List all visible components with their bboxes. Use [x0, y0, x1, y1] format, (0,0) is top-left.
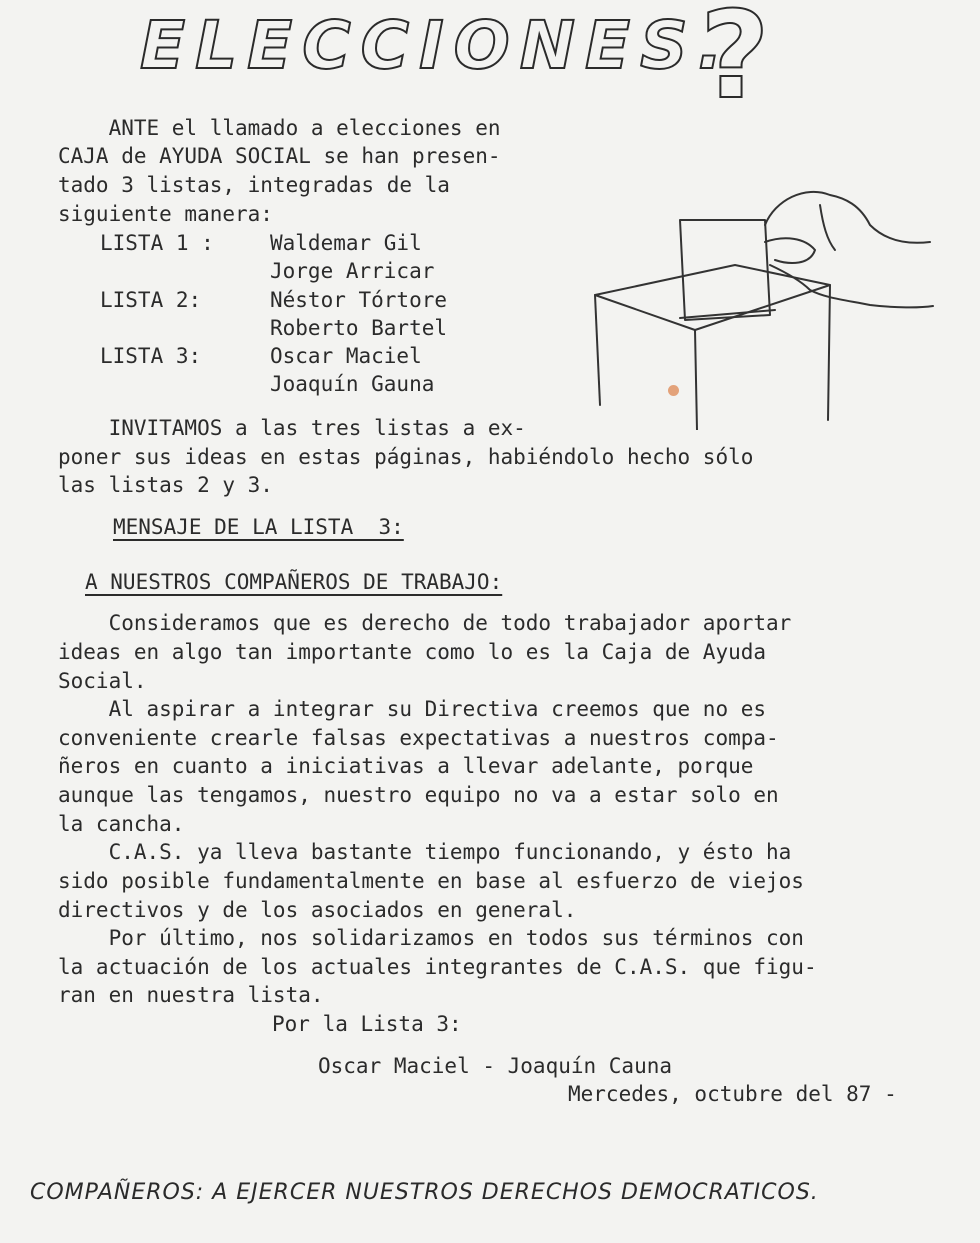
body-line-5: conveniente crearle falsas expectativas a nuestros compa- — [58, 726, 779, 750]
body-line-7: aunque las tengamos, nuestro equipo no va a estar solo en — [58, 783, 779, 807]
closing-names: Oscar Maciel - Joaquín Cauna — [318, 1054, 673, 1078]
body-line-11: directivos y de los asociados en general. — [58, 898, 577, 922]
list-2-label: LISTA 2: — [100, 288, 202, 312]
list-1-member-1: Waldemar Gil — [270, 231, 422, 255]
intro-line-1: ANTE el llamado a elecciones en — [58, 116, 501, 140]
question-mark: ? — [700, 0, 770, 126]
list-2-member-1: Néstor Tórtore — [270, 288, 448, 312]
message-heading: MENSAJE DE LA LISTA 3: — [113, 515, 404, 539]
closing-place-date: Mercedes, octubre del 87 - — [568, 1082, 897, 1106]
invitation-line-3: las listas 2 y 3. — [58, 473, 273, 497]
intro-line-4: siguiente manera: — [58, 202, 273, 226]
body-line-4: Al aspirar a integrar su Directiva creemos que no es — [58, 697, 767, 721]
body-line-12: Por último, nos solidarizamos en todos sus términos con — [58, 926, 804, 950]
body-line-2: ideas en algo tan importante como lo es la Caja de Ayuda — [58, 640, 767, 664]
body-line-8: la cancha. — [58, 812, 185, 836]
body-line-10: sido posible fundamentalmente en base al esfuerzo de viejos — [58, 869, 804, 893]
list-3-member-1: Oscar Maciel — [270, 344, 422, 368]
body-line-1: Consideramos que es derecho de todo trabajador aportar — [58, 611, 792, 635]
body-line-13: la actuación de los actuales integrantes de C.A.S. que figu- — [58, 955, 817, 979]
list-2-member-2: Roberto Bartel — [270, 316, 448, 340]
intro-line-3: tado 3 listas, integradas de la — [58, 173, 450, 197]
intro-line-2: CAJA de AYUDA SOCIAL se han presen- — [58, 144, 501, 168]
body-line-14: ran en nuestra lista. — [58, 983, 324, 1007]
title: ELECCIONES. — [140, 7, 733, 84]
list-3-member-2: Joaquín Gauna — [270, 372, 435, 396]
list-1-label: LISTA 1 : — [100, 231, 214, 255]
body-line-6: ñeros en cuanto a iniciativas a llevar adelante, porque — [58, 754, 754, 778]
closing-by-line: Por la Lista 3: — [272, 1012, 462, 1036]
ballot-box-illustration — [585, 180, 945, 430]
invitation-line-2: poner sus ideas en estas páginas, habiéndolo hecho sólo — [58, 445, 754, 469]
body-line-9: C.A.S. ya lleva bastante tiempo funcionando, y ésto ha — [58, 840, 792, 864]
paper-stain — [668, 385, 679, 396]
list-1-member-2: Jorge Arricar — [270, 259, 435, 283]
salutation: A NUESTROS COMPAÑEROS DE TRABAJO: — [85, 570, 503, 594]
body-line-3: Social. — [58, 669, 147, 693]
list-3-label: LISTA 3: — [100, 344, 202, 368]
invitation-line-1: INVITAMOS a las tres listas a ex- — [58, 416, 526, 440]
handwritten-note: COMPAÑEROS: A EJERCER NUESTROS DERECHOS DEMOCRATICOS. — [30, 1180, 819, 1205]
